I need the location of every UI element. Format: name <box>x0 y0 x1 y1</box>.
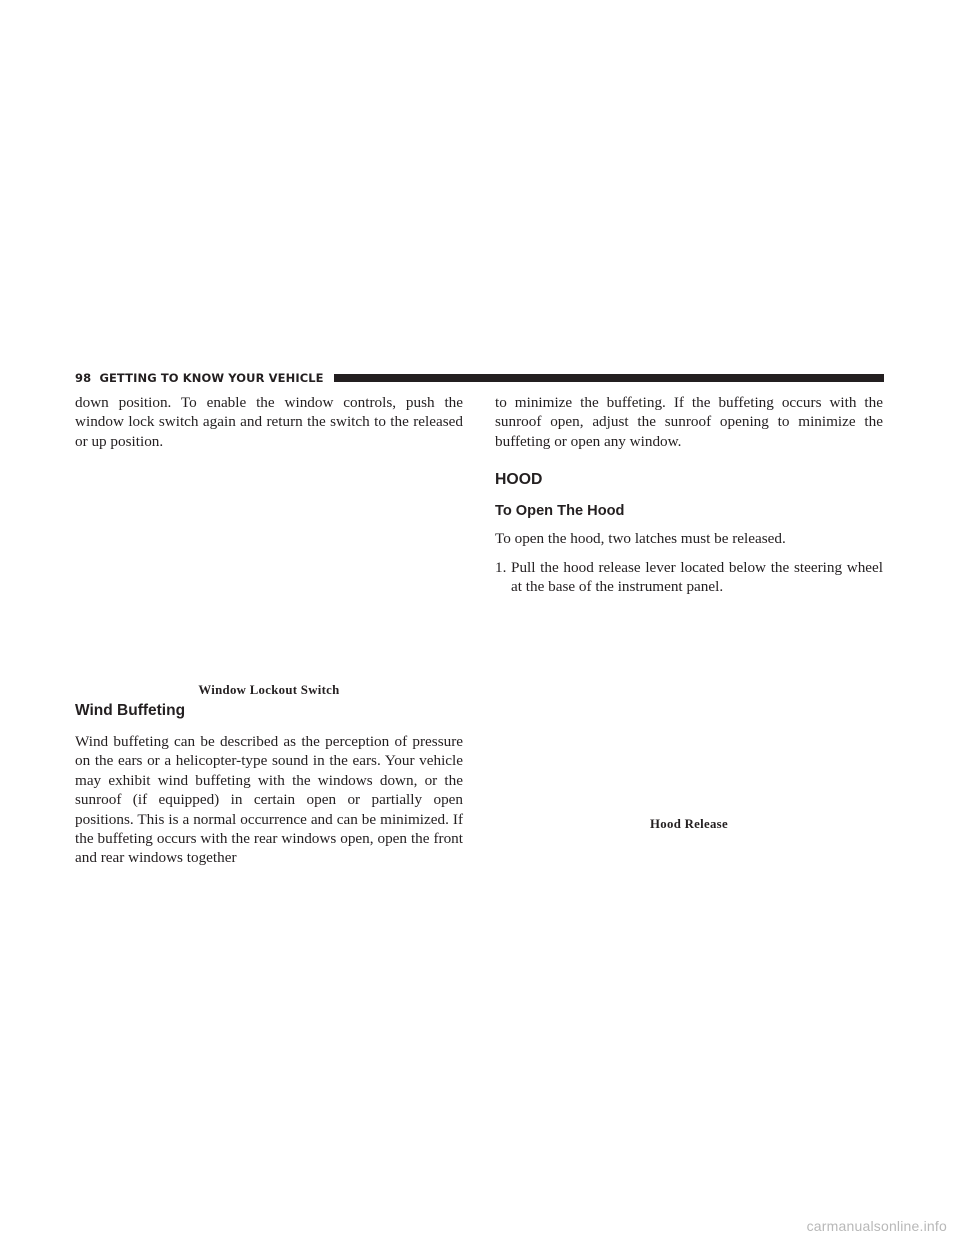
window-lockout-caption: Window Lockout Switch <box>198 683 340 697</box>
intro-paragraph: down position. To enable the window controls, push the window lock switch again and return the switch to the released or up position. <box>75 394 463 450</box>
open-hood-heading: To Open The Hood <box>495 503 625 520</box>
hood-release-figure <box>495 610 883 815</box>
page-header <box>75 371 884 385</box>
wind-buffeting-paragraph: Wind buffeting can be described as the perception of pressure on the ears or a helicopter-type sound in the ears. Your vehicle may exhibit wind buffeting with the windows down, or the sunroof (if equipped) in certain open or partially open positions. This is a normal occurrence and can be minimized. If the buffeting occurs with the rear windows open, open the front and rear windows together <box>75 733 463 867</box>
open-hood-intro: To open the hood, two latches must be released. <box>495 530 786 548</box>
page-number: 98 <box>75 371 92 385</box>
step-number: 1. <box>495 558 507 576</box>
wind-buffeting-heading: Wind Buffeting <box>75 702 186 719</box>
hood-heading: HOOD <box>495 471 543 489</box>
step-text: Pull the hood release lever located below the steering wheel at the base of the instrument panel. <box>511 558 883 596</box>
section-title: GETTING TO KNOW YOUR VEHICLE <box>99 371 324 385</box>
header-rule <box>334 374 884 382</box>
window-lockout-figure <box>75 460 463 680</box>
continuation-paragraph: to minimize the buffeting. If the buffeting occurs with the sunroof open, adjust the sunroof opening to minimize the buffeting or open any window. <box>495 394 883 450</box>
wind-buffeting-section <box>75 702 463 868</box>
page-header-text <box>75 371 334 385</box>
hood-release-caption: Hood Release <box>650 817 728 831</box>
watermark: carmanualsonline.info <box>806 1218 947 1234</box>
list-item <box>495 558 883 597</box>
right-column <box>495 393 883 596</box>
left-column <box>75 393 463 451</box>
